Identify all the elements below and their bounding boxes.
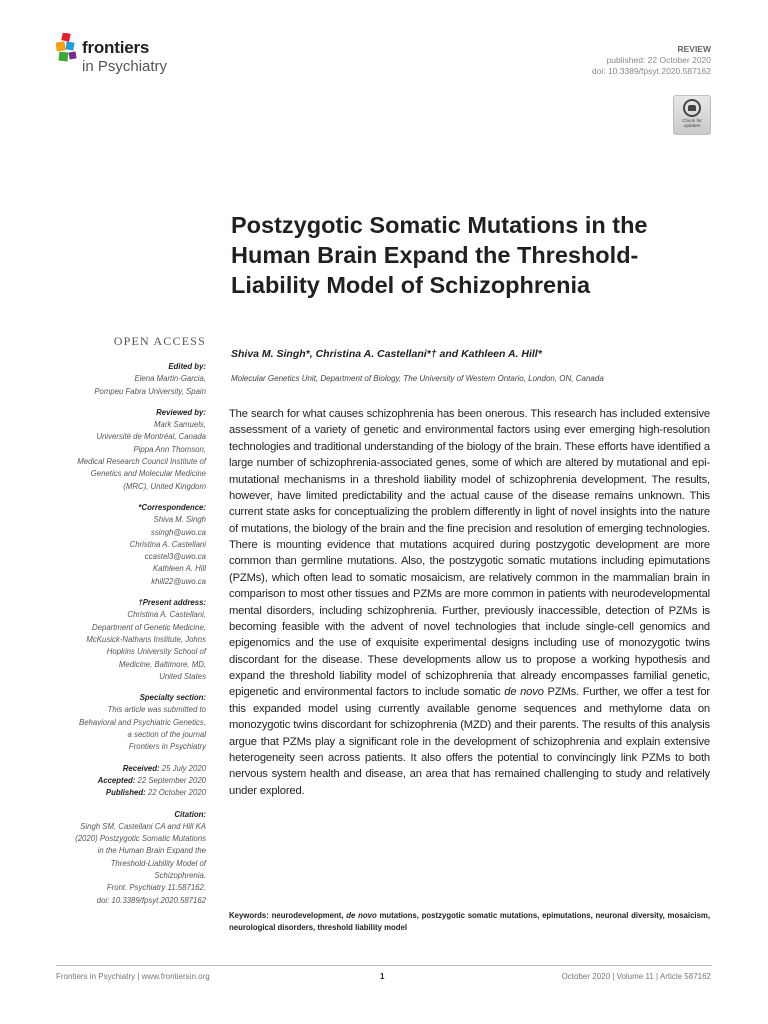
edited-by-section bbox=[26, 361, 206, 398]
info-line: (2020) Postzygotic Somatic Mutations bbox=[75, 834, 206, 844]
published-date-sidebar bbox=[26, 787, 206, 799]
section-heading: Reviewed by: bbox=[156, 407, 206, 417]
article-type: REVIEW bbox=[677, 44, 711, 54]
info-line: a section of the journal bbox=[127, 730, 206, 740]
info-line: Pompeu Fabra University, Spain bbox=[94, 386, 206, 396]
info-line: Genetics and Molecular Medicine bbox=[90, 469, 206, 479]
date-label: Received: bbox=[122, 763, 160, 773]
info-line: Frontiers in Psychiatry bbox=[128, 742, 206, 752]
info-line: Behavioral and Psychiatric Genetics, bbox=[79, 717, 206, 727]
journal-logo bbox=[56, 33, 196, 79]
reviewed-by-section bbox=[26, 407, 206, 493]
dates-section bbox=[26, 763, 206, 800]
abstract-italic: de novo bbox=[504, 686, 544, 699]
info-line: Front. Psychiatry 11:587162. bbox=[106, 883, 206, 893]
article-doi[interactable]: doi: 10.3389/fpsyt.2020.587162 bbox=[591, 66, 711, 76]
section-heading: Edited by: bbox=[168, 362, 206, 371]
correspondence-section bbox=[26, 502, 206, 588]
article-info-sidebar bbox=[26, 361, 206, 916]
date-label: Published: bbox=[105, 788, 146, 798]
info-line: Hopkins University School of bbox=[106, 647, 206, 657]
info-line: Schizophrenia. bbox=[154, 870, 206, 880]
journal-name: in Psychiatry bbox=[82, 58, 168, 75]
section-heading: Citation: bbox=[174, 809, 206, 819]
accepted-date bbox=[26, 775, 206, 787]
keywords-label: Keywords: bbox=[229, 911, 269, 920]
info-line: United States bbox=[159, 671, 206, 681]
info-line: in the Human Brain Expand the bbox=[97, 846, 206, 856]
section-heading: Specialty section: bbox=[139, 693, 206, 703]
crossmark-label: Check for updates bbox=[682, 118, 702, 128]
abstract-text bbox=[229, 406, 710, 799]
page-number: 1 bbox=[380, 972, 385, 981]
info-line: Elena Martin-Garcia, bbox=[134, 374, 206, 384]
abstract-part: PZMs. Further, we offer a test for this expanded model using currently available genome sequences and methylome data on monozygotic twins discordant for schizophrenia (MZD) and their parents. The results of this analysis argue that PZMs play a significant role in the development of schizophrenia and explain extensive heterogeneity seen across patients. It also offers the potential to convincingly link PZMs to both nervous system health and disease, an area that has remained challenging to study and relatively under explored. bbox=[229, 686, 711, 797]
info-line: (MRC), United Kingdom bbox=[123, 481, 206, 491]
info-line: Medical Research Council Institute of bbox=[77, 457, 206, 467]
info-line: Shiva M. Singh bbox=[153, 515, 206, 525]
keywords bbox=[229, 910, 710, 933]
frontiers-logo-icon bbox=[56, 33, 80, 63]
date-value: 22 September 2020 bbox=[137, 775, 206, 785]
footer-volume: October 2020 | Volume 11 | Article 587162 bbox=[561, 972, 711, 981]
section-heading: *Correspondence: bbox=[138, 502, 206, 512]
crossmark-button[interactable] bbox=[673, 95, 711, 135]
info-line: Threshold-Liability Model of bbox=[110, 858, 206, 868]
article-title: Postzygotic Somatic Mutations in the Human Brain Expand the Threshold-Liability Model of Schizophrenia bbox=[231, 212, 648, 298]
info-line: Université de Montréal, Canada bbox=[96, 432, 206, 442]
published-date: published: 22 October 2020 bbox=[606, 55, 711, 65]
date-value: 25 July 2020 bbox=[161, 763, 206, 773]
affiliation: Molecular Genetics Unit, Department of Biology, The University of Western Ontario, London, ON, Canada bbox=[231, 374, 604, 383]
info-line: Christina A. Castellani bbox=[129, 539, 206, 549]
email-link[interactable]: ccastel3@uwo.ca bbox=[144, 552, 206, 562]
date-label: Accepted: bbox=[97, 775, 136, 785]
specialty-section bbox=[26, 692, 206, 753]
info-line: Kathleen A. Hill bbox=[152, 564, 206, 574]
citation-section bbox=[26, 809, 206, 907]
info-line: This article was submitted to bbox=[107, 705, 206, 715]
email-link[interactable]: khill22@uwo.ca bbox=[151, 576, 206, 586]
crossmark-icon bbox=[683, 99, 701, 117]
info-line: Pippa Ann Thomson, bbox=[133, 444, 206, 454]
footer-divider bbox=[56, 965, 712, 966]
keywords-italic: de novo bbox=[346, 911, 377, 920]
open-access-label: OPEN ACCESS bbox=[113, 334, 206, 348]
info-line[interactable]: doi: 10.3389/fpsyt.2020.587162 bbox=[96, 895, 206, 905]
journal-brand: frontiers bbox=[82, 38, 150, 57]
received-date bbox=[26, 763, 206, 775]
footer-journal[interactable]: Frontiers in Psychiatry | www.frontiersin.org bbox=[56, 972, 210, 981]
author-list: Shiva M. Singh*, Christina A. Castellani*† and Kathleen A. Hill* bbox=[231, 348, 542, 360]
article-header bbox=[592, 44, 711, 77]
date-value: 22 October 2020 bbox=[147, 788, 206, 798]
info-line: Singh SM, Castellani CA and Hill KA bbox=[80, 821, 206, 831]
info-line: McKusick-Nathans Institute, Johns bbox=[86, 634, 206, 644]
info-line: Department of Genetic Medicine, bbox=[92, 622, 206, 632]
info-line: Mark Samuels, bbox=[154, 420, 206, 430]
info-line: Medicine, Baltimore, MD, bbox=[118, 659, 206, 669]
keywords-text: mutations, postzygotic somatic mutations, epimutations, neuronal diversity, mosaicism, neurological disorders, threshold liability model bbox=[229, 911, 711, 932]
section-heading: †Present address: bbox=[138, 598, 206, 608]
info-line: Christina A. Castellani, bbox=[127, 610, 206, 620]
abstract-part: The search for what causes schizophrenia has been onerous. This research has included extensive assessment of a variety of genetic and environmental factors using ever emerging high-resolution technologies and traditional understanding of the biology of the brain. These efforts have identified a large number of schizophrenia-associated genes, some of which are altered by mutational and epi-mutational mechanisms in a threshold liability model of schizophrenia development. The results, however, have limited predictability and the actual cause of the disease remains unknown. This current state asks for conceptualizing the problem differently in light of novel insights into the nature of mutations, the biology of the brain and the fine precision and resolution of emerging technologies. There is mounting evidence that mutations acquired during postzygotic development are more common than germline mutations. Also, the postzygotic somatic mutations including epimutations (PZMs), which often lead to somatic mosaicism, are relatively common in the mammalian brain in comparison to most other tissues and PZMs are more common in patients with neurodevelopmental mental disorders, including schizophrenia. Further, previously inaccessible, detection of PZMs is becoming feasible with the advent of novel technologies that include single-cell genomics and epigenomics and the use of exquisite experimental designs including use of monozygotic twins discordant for the disease. These developments allow us to propose a working hypothesis and expand the threshold liability model of schizophrenia that already encompasses familial genetic, epigenetic and environmental factors to include somatic bbox=[229, 408, 710, 699]
email-link[interactable]: ssingh@uwo.ca bbox=[150, 527, 206, 537]
keywords-text: neurodevelopment, bbox=[268, 911, 347, 920]
present-address-section bbox=[26, 597, 206, 683]
